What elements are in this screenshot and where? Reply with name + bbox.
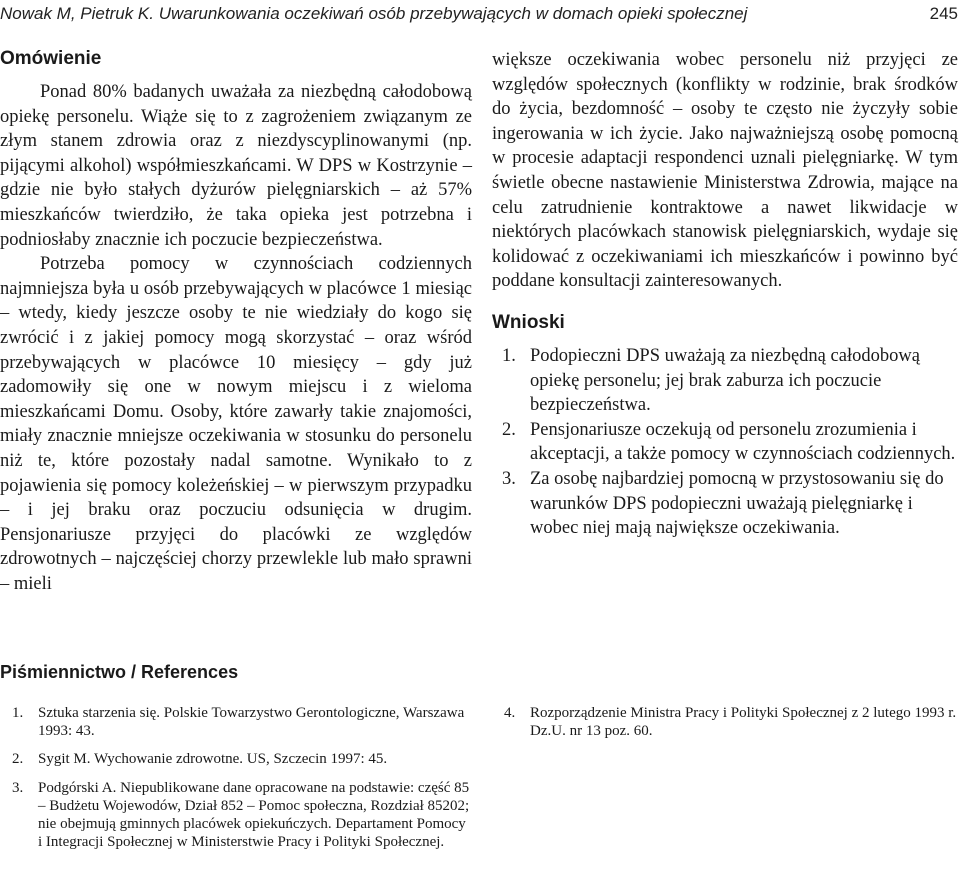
right-column	[492, 48, 958, 541]
reference-item	[0, 750, 472, 768]
discussion-heading: Omówienie	[0, 48, 102, 69]
reference-item	[0, 704, 472, 740]
reference-item	[492, 704, 958, 740]
conclusions-heading: Wnioski	[492, 311, 565, 333]
references-right-column	[492, 704, 958, 750]
reference-text: Sygit M. Wychowanie zdrowotne. US, Szczecin 1997: 45.	[38, 751, 388, 768]
conclusion-text: Podopieczni DPS uważają za niezbędną całodobową opiekę personelu; jej brak zaburza ich poczucie bezpieczeństwa.	[530, 345, 920, 416]
references-left-column	[0, 704, 472, 861]
conclusion-number: 2.	[502, 419, 516, 440]
running-head	[0, 0, 960, 30]
conclusion-item	[492, 344, 958, 418]
conclusion-number: 1.	[502, 345, 516, 366]
conclusion-item	[492, 467, 958, 541]
reference-number: 4.	[504, 705, 516, 721]
conclusion-text: Za osobę najbardziej pomocną w przystosowaniu się do warunków DPS podopieczni uważają pielęgniarkę i wobec niej mają największe oczekiwania.	[530, 468, 944, 539]
conclusion-number: 3.	[502, 468, 516, 489]
reference-text: Podgórski A. Niepublikowane dane opracowane na podstawie: część 85 – Budżetu Wojewodów, Dział 852 – Pomoc społeczna, Rozdział 85202; nie obejmują gminnych placówek opiekuńczych. Departament Pomocy i Integracji Społecznej w Ministerstwie Pracy i Polityki Społecznej.	[38, 779, 470, 851]
left-column	[0, 48, 472, 596]
conclusion-text: Pensjonariusze oczekują od personelu zrozumienia i akceptacji, a także pomocy w czynnościach codziennych.	[530, 419, 956, 465]
conclusions-list	[492, 344, 958, 541]
reference-number: 3.	[12, 779, 24, 796]
page-number: 245	[929, 4, 958, 23]
discussion-paragraph-1: Ponad 80% badanych uważała za niezbędną całodobową opiekę personelu. Wiąże się to z zagrożeniem związanym ze złym stanem zdrowia oraz z niezdyscyplinowanymi (np. pijącymi alkohol) współmieszkańcami. W DPS w Kostrzynie – gdzie nie było stałych dyżurów pielęgniarskich – aż 57% mieszkańców twierdziło, że taka opieka jest potrzebna i podniosłaby znacznie ich poczucie bezpieczeństwa.	[0, 82, 472, 250]
references-heading: Piśmiennictwo / References	[0, 662, 239, 682]
reference-text: Sztuka starzenia się. Polskie Towarzystwo Gerontologiczne, Warszawa 1993: 43.	[38, 705, 465, 740]
running-head-citation: Nowak M, Pietruk K. Uwarunkowania oczekiwań osób przebywających w domach opieki społecznej	[0, 4, 748, 23]
reference-number: 1.	[12, 705, 24, 721]
reference-number: 2.	[12, 751, 24, 768]
discussion-paragraph-2: Potrzeba pomocy w czynnościach codziennych najmniejsza była u osób przebywających w placówce 1 miesiąc – wtedy, kiedy jeszcze osoby te nie wiedziały do kogo się zwrócić i z jakiej pomocy mogą skorzystać – oraz wśród przebywających w placówce 10 miesięcy – gdy już zadomowiły się one w nowym miejscu i z wieloma mieszkańcami Domu. Osoby, które zawarły takie znajomości, miały znacznie mniejsze oczekiwania w stosunku do personelu niż te, które pozostały nadal samotne. Wynikało to z pojawienia się pomocy koleżeńskiej – w pierwszym przypadku – i jej braku oraz poczuciu odsunięcia w drugim. Pensjonariusze przyjęci do placówki ze względów zdrowotnych – najczęściej chorzy przewlekle lub mało sprawni – mieli	[0, 254, 472, 594]
conclusion-item	[492, 418, 958, 467]
reference-text: Rozporządzenie Ministra Pracy i Polityki Społecznej z 2 lutego 1993 r. Dz.U. nr 13 poz. 60.	[530, 705, 957, 740]
discussion-paragraph-3: większe oczekiwania wobec personelu niż przyjęci ze względów społecznych (konflikty w rodzinie, brak środków do życia, bezdomność – osoby te często nie życzyły sobie ingerowania w ich życie. Jako najważniejszą osobę pomocną w procesie adaptacji respondenci uznali pielęgniarkę. W tym świetle obecne nastawienie Ministerstwa Zdrowia, mające na celu zatrudnienie kontraktowe a nawet likwidacje w niektórych placówkach stanowisk pielęgniarskich, wydaje się kolidować z oczekiwaniami ich mieszkańców i powinno być poddane konsultacji zainteresowanych.	[492, 50, 958, 292]
reference-item	[0, 779, 472, 852]
